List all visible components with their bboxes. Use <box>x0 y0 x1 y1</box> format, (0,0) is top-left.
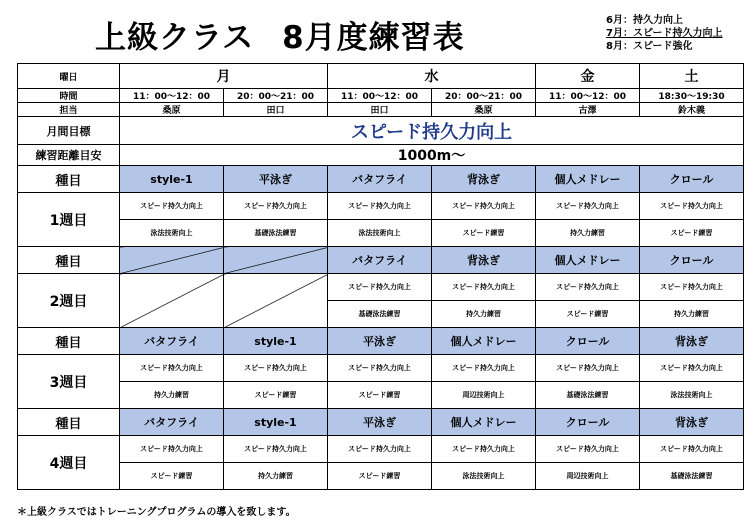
detail-cell: 持久力練習 <box>120 382 224 409</box>
event-cell: バタフライ <box>120 328 224 355</box>
event-cell: 背泳ぎ <box>432 166 536 193</box>
day-wednesday: 水 <box>328 64 536 89</box>
day-monday: 月 <box>120 64 328 89</box>
event-cell: 個人メドレー <box>536 247 640 274</box>
detail-cell: スピード持久力向上 <box>224 436 328 463</box>
event-label: 種目 <box>18 166 120 193</box>
time-label: 時間 <box>18 89 120 103</box>
detail-cell: 基礎泳法練習 <box>328 301 432 328</box>
event-cell: バタフライ <box>328 166 432 193</box>
event-row <box>18 247 744 274</box>
detail-cell: 基礎泳法練習 <box>536 382 640 409</box>
detail-cell: 泳法技術向上 <box>640 382 744 409</box>
footnote: ＊上級クラスではトレーニングプログラムの導入を致します。 <box>17 507 296 518</box>
detail-cell: スピード持久力向上 <box>432 274 536 301</box>
detail-cell: 持久力練習 <box>640 301 744 328</box>
day-saturday: 土 <box>640 64 744 89</box>
detail-cell: 泳法技術向上 <box>120 220 224 247</box>
month-title: 8月度練習表 <box>282 20 465 56</box>
time-cell: 11：00～12：00 <box>328 89 432 103</box>
coach-label: 担当 <box>18 103 120 117</box>
time-cell: 11：00～12：00 <box>120 89 224 103</box>
time-cell: 18:30～19:30 <box>640 89 744 103</box>
detail-cell: スピード持久力向上 <box>640 436 744 463</box>
coach-cell: 鈴木義 <box>640 103 744 117</box>
event-cell: 背泳ぎ <box>640 409 744 436</box>
detail-cell: スピード持久力向上 <box>224 193 328 220</box>
event-cell: 個人メドレー <box>432 328 536 355</box>
detail-cell: スピード持久力向上 <box>328 274 432 301</box>
coach-cell: 古澤 <box>536 103 640 117</box>
detail-cell: 持久力練習 <box>224 463 328 490</box>
detail-cell: スピード持久力向上 <box>536 355 640 382</box>
time-cell: 20：00～21：00 <box>224 89 328 103</box>
detail-cell: スピード練習 <box>224 382 328 409</box>
detail-cell: スピード練習 <box>120 463 224 490</box>
event-cell: style-1 <box>224 409 328 436</box>
detail-cell: スピード持久力向上 <box>640 274 744 301</box>
event-label: 種目 <box>18 409 120 436</box>
time-cell: 20：00～21：00 <box>432 89 536 103</box>
detail-cell: 基礎泳法練習 <box>640 463 744 490</box>
detail-cell: スピード持久力向上 <box>432 193 536 220</box>
monthly-goals-notes <box>606 14 723 53</box>
time-cell: 11：00～12：00 <box>536 89 640 103</box>
event-row <box>18 328 744 355</box>
event-cell: クロール <box>640 166 744 193</box>
detail-cell: 基礎泳法練習 <box>224 220 328 247</box>
page-title <box>95 12 465 57</box>
detail-cell: 周辺技術向上 <box>536 463 640 490</box>
coach-cell: 桑原 <box>432 103 536 117</box>
detail-cell: 持久力練習 <box>536 220 640 247</box>
goal-label: 月間目標 <box>18 117 120 145</box>
detail-cell: スピード持久力向上 <box>224 355 328 382</box>
note-august: 8月：スピード強化 <box>606 41 693 52</box>
note-june: 6月：持久力向上 <box>606 15 683 26</box>
coach-cell: 田口 <box>328 103 432 117</box>
note-july: 7月：スピード持久力向上 <box>606 28 723 39</box>
detail-cell: スピード持久力向上 <box>328 193 432 220</box>
detail-cell: スピード持久力向上 <box>536 436 640 463</box>
distance-row <box>18 145 744 166</box>
week-detail-row <box>18 193 744 220</box>
detail-cell: スピード持久力向上 <box>120 193 224 220</box>
event-cell: 平泳ぎ <box>224 166 328 193</box>
detail-cell: スピード練習 <box>328 463 432 490</box>
event-label: 種目 <box>18 328 120 355</box>
class-name: 上級クラス <box>95 20 255 56</box>
detail-cell: スピード持久力向上 <box>328 355 432 382</box>
detail-cell: スピード持久力向上 <box>120 436 224 463</box>
event-cell: クロール <box>536 328 640 355</box>
empty-detail-cell <box>224 274 328 328</box>
week-detail-row <box>18 436 744 463</box>
event-cell: style-1 <box>120 166 224 193</box>
detail-cell: スピード持久力向上 <box>640 193 744 220</box>
distance-label: 練習距離目安 <box>18 145 120 166</box>
detail-cell: スピード持久力向上 <box>536 193 640 220</box>
event-cell: クロール <box>536 409 640 436</box>
detail-cell: スピード練習 <box>640 220 744 247</box>
coach-row <box>18 103 744 117</box>
week-detail-row <box>18 355 744 382</box>
event-cell: 背泳ぎ <box>640 328 744 355</box>
event-cell: バタフライ <box>120 409 224 436</box>
weekday-row <box>18 64 744 89</box>
coach-cell: 桑原 <box>120 103 224 117</box>
day-friday: 金 <box>536 64 640 89</box>
week-label: 2週目 <box>18 274 120 328</box>
detail-cell: スピード持久力向上 <box>432 436 536 463</box>
week-detail-row <box>18 274 744 301</box>
goal-row <box>18 117 744 145</box>
event-label: 種目 <box>18 247 120 274</box>
event-cell: バタフライ <box>328 247 432 274</box>
detail-cell: スピード持久力向上 <box>640 355 744 382</box>
weekday-label: 曜日 <box>18 64 120 89</box>
event-cell: クロール <box>640 247 744 274</box>
detail-cell: 泳法技術向上 <box>432 463 536 490</box>
week-detail-row <box>18 382 744 409</box>
detail-cell: スピード持久力向上 <box>120 355 224 382</box>
empty-event-cell <box>224 247 328 274</box>
event-cell: 背泳ぎ <box>432 247 536 274</box>
time-row <box>18 89 744 103</box>
event-cell: 個人メドレー <box>432 409 536 436</box>
event-cell: style-1 <box>224 328 328 355</box>
week-label: 3週目 <box>18 355 120 409</box>
detail-cell: 持久力練習 <box>432 301 536 328</box>
week-label: 1週目 <box>18 193 120 247</box>
detail-cell: スピード練習 <box>536 301 640 328</box>
empty-event-cell <box>120 247 224 274</box>
event-cell: 平泳ぎ <box>328 409 432 436</box>
event-cell: 個人メドレー <box>536 166 640 193</box>
detail-cell: スピード練習 <box>328 382 432 409</box>
empty-detail-cell <box>120 274 224 328</box>
week-detail-row <box>18 220 744 247</box>
detail-cell: 周辺技術向上 <box>432 382 536 409</box>
goal-value: スピード持久力向上 <box>120 117 744 145</box>
event-row <box>18 166 744 193</box>
week-label: 4週目 <box>18 436 120 490</box>
coach-cell: 田口 <box>224 103 328 117</box>
week-detail-row <box>18 463 744 490</box>
detail-cell: スピード持久力向上 <box>328 436 432 463</box>
event-cell: 平泳ぎ <box>328 328 432 355</box>
detail-cell: スピード持久力向上 <box>432 355 536 382</box>
distance-value: 1000m～ <box>120 145 744 166</box>
event-row <box>18 409 744 436</box>
detail-cell: スピード練習 <box>432 220 536 247</box>
detail-cell: 泳法技術向上 <box>328 220 432 247</box>
detail-cell: スピード持久力向上 <box>536 274 640 301</box>
schedule-table <box>17 63 744 490</box>
